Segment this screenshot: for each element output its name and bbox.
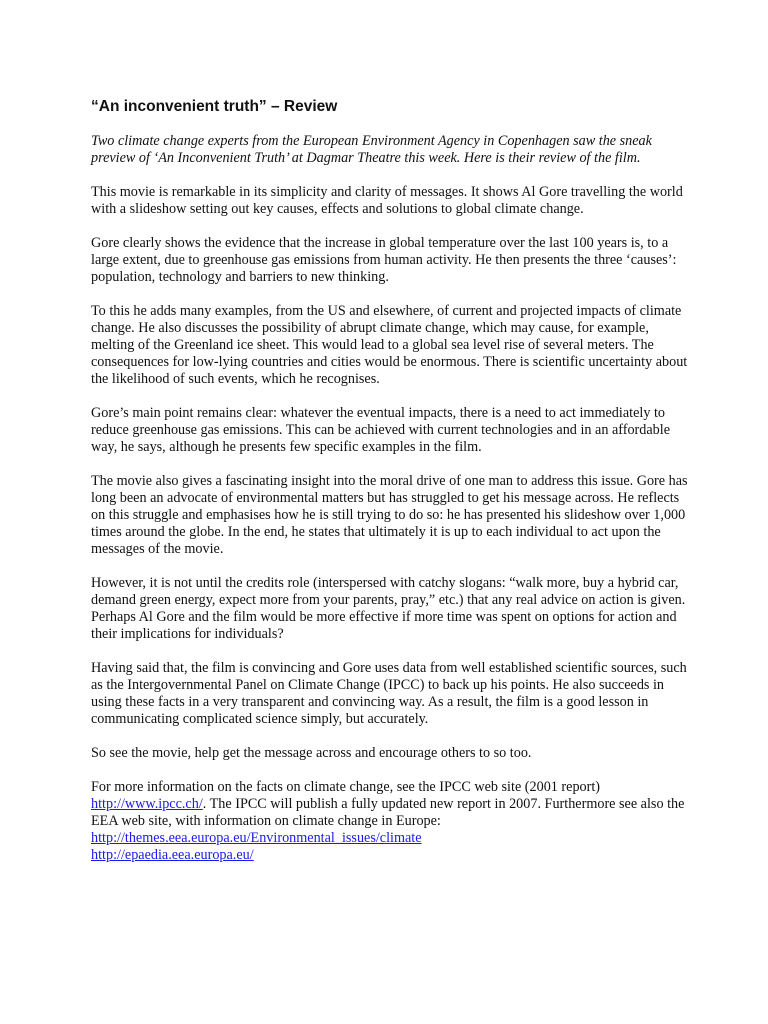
body-paragraph-7: Having said that, the film is convincing and Gore uses data from well established scientific sources, such as the Intergovernmental Panel on Climate Change (IPCC) to back up his points. He also succeeds in using these facts in a very transparent and convincing way. As a result, the film is a good lesson in communicating complicated science simply, but accurately. — [91, 660, 687, 727]
body-paragraph-8: So see the movie, help get the message across and encourage others to so too. — [91, 745, 532, 761]
ipcc-link[interactable]: http://www.ipcc.ch/ — [91, 796, 203, 812]
body-paragraph-4: Gore’s main point remains clear: whatever the eventual impacts, there is a need to act immediately to reduce greenhouse gas emissions. This can be achieved with current technologies and in an affordable way, he says, although he presents few specific examples in the film. — [91, 405, 670, 455]
more-info-middle: . The IPCC will publish a fully updated new report in 2007. Furthermore see also the EEA web site, with information on climate change in Europe: — [91, 796, 685, 829]
document-title: “An inconvenient truth” – Review — [91, 98, 338, 115]
body-paragraph-3: To this he adds many examples, from the US and elsewhere, of current and projected impacts of climate change. He also discusses the possibility of abrupt climate change, which may cause, for example, melting of the Greenland ice sheet. This would lead to a global sea level rise of several meters. The consequences for low-lying countries and cities would be enormous. There is scientific uncertainty about the likelihood of such events, which he recognises. — [91, 303, 688, 387]
body-paragraph-6: However, it is not until the credits role (interspersed with catchy slogans: “walk more, buy a hybrid car, demand green energy, expect more from your parents, pray,” etc.) that any real advice on action is given. Perhaps Al Gore and the film would be more effective if more time was spent on options for action and their implications for individuals? — [91, 575, 686, 642]
eea-climate-link[interactable]: http://themes.eea.europa.eu/Environmental_issues/climate — [91, 830, 422, 846]
body-paragraph-2: Gore clearly shows the evidence that the increase in global temperature over the last 100 years is, to a large extent, due to greenhouse gas emissions from human activity. He then presents the three ‘causes’: population, technology and barriers to new thinking. — [91, 235, 677, 285]
document-page — [91, 98, 691, 864]
eea-epaedia-link[interactable]: http://epaedia.eea.europa.eu/ — [91, 847, 254, 863]
more-info-paragraph — [91, 779, 691, 864]
more-info-lead: For more information on the facts on climate change, see the IPCC web site (2001 report) — [91, 779, 601, 795]
body-paragraph-1: This movie is remarkable in its simplicity and clarity of messages. It shows Al Gore travelling the world with a slideshow setting out key causes, effects and solutions to global climate change. — [91, 184, 683, 217]
intro-paragraph: Two climate change experts from the European Environment Agency in Copenhagen saw the sneak preview of ‘An Inconvenient Truth’ at Dagmar Theatre this week. Here is their review of the film. — [91, 133, 652, 166]
body-paragraph-5: The movie also gives a fascinating insight into the moral drive of one man to address this issue. Gore has long been an advocate of environmental matters but has struggled to get his message across. He reflects on this struggle and emphasises how he is still trying to do so: he has presented his slideshow over 1,000 times around the globe. In the end, he states that ultimately it is up to each individual to act upon the messages of the movie. — [91, 473, 688, 557]
